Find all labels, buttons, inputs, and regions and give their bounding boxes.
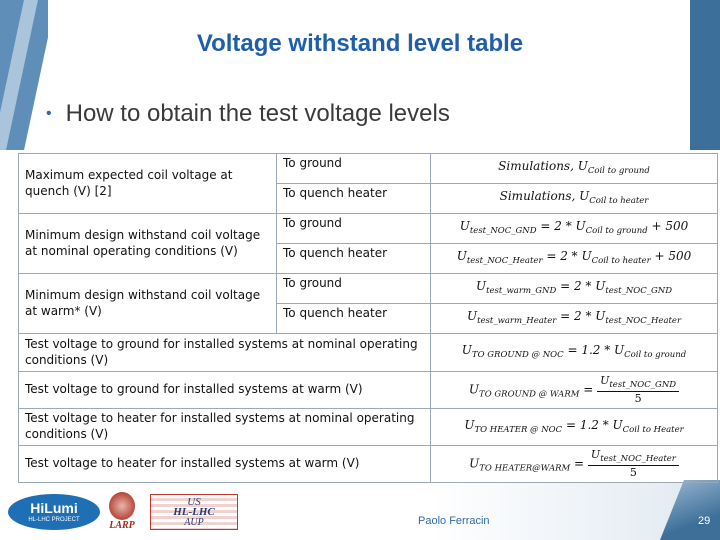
table-row xyxy=(19,409,718,445)
voltage-table xyxy=(18,153,718,483)
table-row xyxy=(19,372,718,409)
formula: $U_{test\_warm\_Heater} = 2 * U_{test\_NOC\_Heater}$ xyxy=(431,304,718,334)
sub-label: To ground xyxy=(277,214,431,244)
table-row xyxy=(19,445,718,482)
larp-logo: LARP xyxy=(106,492,138,536)
sub-label: To quench heater xyxy=(277,184,431,214)
footer-author: Paolo Ferracin xyxy=(418,515,490,527)
row-label: Test voltage to heater for installed systems at nominal operating conditions (V) xyxy=(19,409,431,445)
table-row xyxy=(19,274,718,304)
row-label: Minimum design withstand coil voltage at nominal operating conditions (V) xyxy=(19,214,277,274)
sub-label: To quench heater xyxy=(277,244,431,274)
formula: Simulations, $U_{Coil to ground}$ xyxy=(431,154,718,184)
fraction: $\frac{U_{test\_NOC\_Heater}}{5}$ xyxy=(588,448,679,480)
row-label: Test voltage to heater for installed systems at warm (V) xyxy=(19,445,431,482)
us-hl-lhc-aup-logo: US HL-LHC AUP xyxy=(150,494,238,530)
bullet-text: How to obtain the test voltage levels xyxy=(65,100,450,127)
formula: $U_{TO HEATER@WARM}$ = $\frac{U_{test\_NOC\_Heater}}{5}$ xyxy=(431,445,718,482)
row-label: Test voltage to ground for installed systems at warm (V) xyxy=(19,372,431,409)
formula: $U_{test\_NOC\_GND} = 2 * U_{Coil to ground} + 500$ xyxy=(431,214,718,244)
corner-decoration-left xyxy=(0,0,48,150)
table-row xyxy=(19,334,718,372)
row-label: Maximum expected coil voltage at quench (V) [2] xyxy=(19,154,277,214)
formula: $U_{TO GROUND @ NOC} = 1.2 * U_{Coil to ground}$ xyxy=(431,334,718,372)
sub-label: To ground xyxy=(277,274,431,304)
formula: $U_{test\_warm\_GND} = 2 * U_{test\_NOC\_GND}$ xyxy=(431,274,718,304)
row-label: Minimum design withstand coil voltage at warm* (V) xyxy=(19,274,277,334)
bullet-item xyxy=(46,100,450,128)
formula: $U_{TO HEATER @ NOC} = 1.2 * U_{Coil to Heater}$ xyxy=(431,409,718,445)
hilumi-logo: HiLumi HL-LHC PROJECT xyxy=(8,494,100,530)
table-row xyxy=(19,214,718,244)
bullet-dot-icon: • xyxy=(46,105,52,122)
formula: $U_{test\_NOC\_Heater} = 2 * U_{Coil to heater} + 500$ xyxy=(431,244,718,274)
formula: Simulations, $U_{Coil to heater}$ xyxy=(431,184,718,214)
table-row xyxy=(19,154,718,184)
formula: $U_{TO GROUND @ WARM}$ = $\frac{U_{test\_NOC\_GND}}{5}$ xyxy=(431,372,718,409)
larp-seal-icon xyxy=(109,492,135,520)
row-label: Test voltage to ground for installed systems at nominal operating conditions (V) xyxy=(19,334,431,372)
slide-title: Voltage withstand level table xyxy=(196,30,524,57)
sub-label: To ground xyxy=(277,154,431,184)
fraction: $\frac{U_{test\_NOC\_GND}}{5}$ xyxy=(597,374,679,406)
corner-decoration-right xyxy=(690,0,720,150)
page-number: 29 xyxy=(698,515,711,527)
sub-label: To quench heater xyxy=(277,304,431,334)
